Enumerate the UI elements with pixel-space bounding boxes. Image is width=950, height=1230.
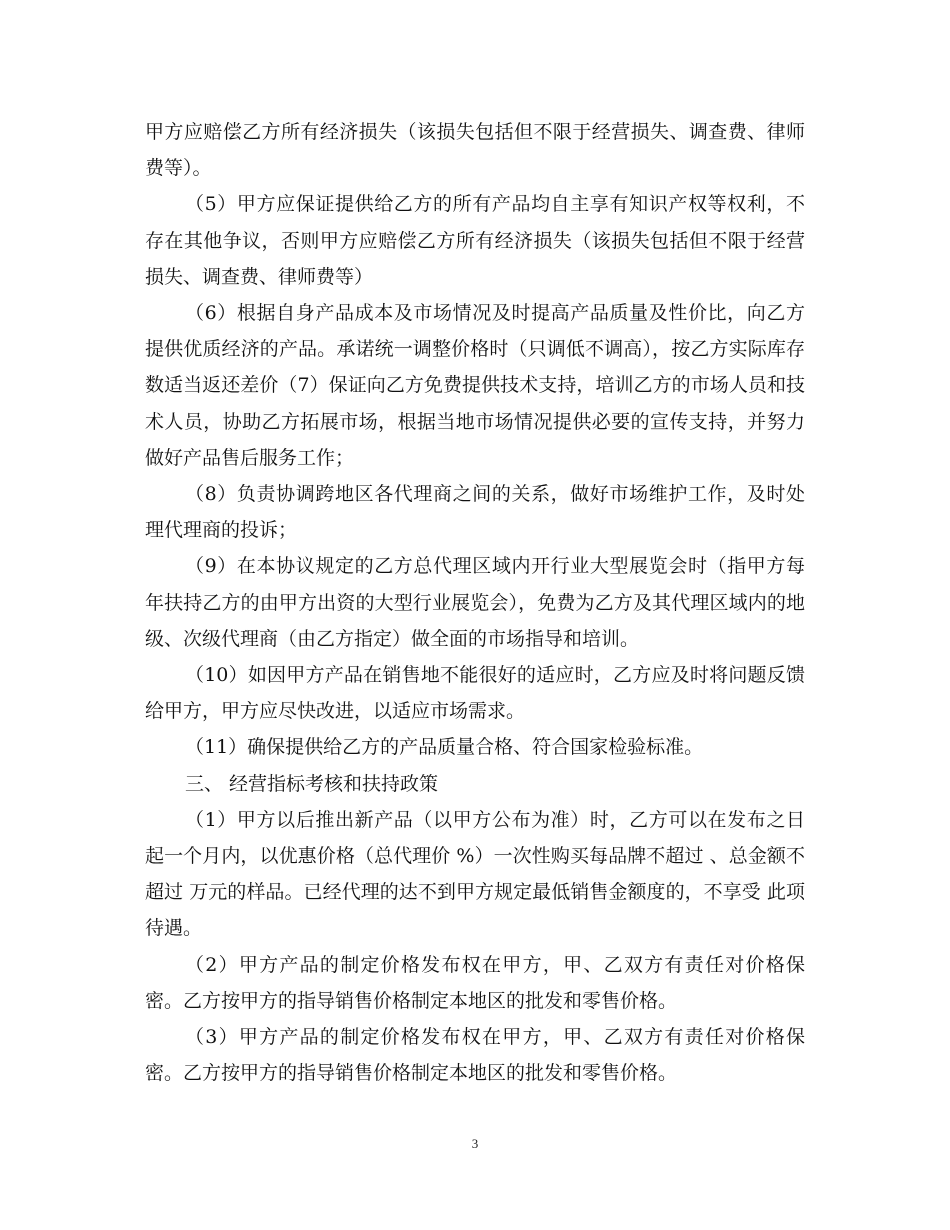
paragraph-policy-2: （2）甲方产品的制定价格发布权在甲方，甲、乙双方有责任对价格保密。乙方按甲方的指导销售价格制定本地区的批发和零售价格。 xyxy=(145,953,805,1012)
page-number: 3 xyxy=(471,1136,479,1151)
paragraph-item-6-7: （6）根据自身产品成本及市场情况及时提高产品质量及性价比，向乙方提供优质经济的产品。承诺统一调整价格时（只调低不调高），按乙方实际库存数适当返还差价（7）保证向乙方免费提供技术支持，培训乙方的市场人员和技术人员，协助乙方拓展市场，根据当地市场情况提供必要的宣传支持，并努力做好产品售后服务工作； xyxy=(145,302,805,469)
document-body xyxy=(145,114,805,1091)
paragraph-item-8: （8）负责协调跨地区各代理商之间的关系，做好市场维护工作，及时处理代理商的投诉； xyxy=(145,483,805,542)
paragraph-item-5: （5）甲方应保证提供给乙方的所有产品均自主享有知识产权等权利，不存在其他争议，否则甲方应赔偿乙方所有经济损失（该损失包括但不限于经营损失、调查费、律师费等） xyxy=(145,193,805,288)
paragraph-continuation: 甲方应赔偿乙方所有经济损失（该损失包括但不限于经营损失、调查费、律师费等）。 xyxy=(145,121,805,180)
paragraph-item-10: （10）如因甲方产品在销售地不能很好的适应时，乙方应及时将问题反馈给甲方，甲方应尽快改进，以适应市场需求。 xyxy=(145,664,805,723)
paragraph-policy-1: （1）甲方以后推出新产品（以甲方公布为准）时，乙方可以在发布之日起一个月内，以优惠价格（总代理价 %）一次性购买每品牌不超过 、总金额不超过 万元的样品。已经代理的达不到甲方规定最低销售金额度的，不享受 此项待遇。 xyxy=(145,808,805,940)
paragraph-policy-3: （3）甲方产品的制定价格发布权在甲方，甲、乙双方有责任对价格保密。乙方按甲方的指导销售价格制定本地区的批发和零售价格。 xyxy=(145,1026,805,1085)
paragraph-item-11: （11）确保提供给乙方的产品质量合格、符合国家检验标准。 xyxy=(185,736,704,759)
section-heading-3: 三、 经营指标考核和扶持政策 xyxy=(185,772,439,795)
paragraph-item-9: （9）在本协议规定的乙方总代理区域内开行业大型展览会时（指甲方每年扶持乙方的由甲方出资的大型行业展览会），免费为乙方及其代理区域内的地级、次级代理商（由乙方指定）做全面的市场指导和培训。 xyxy=(145,555,805,650)
